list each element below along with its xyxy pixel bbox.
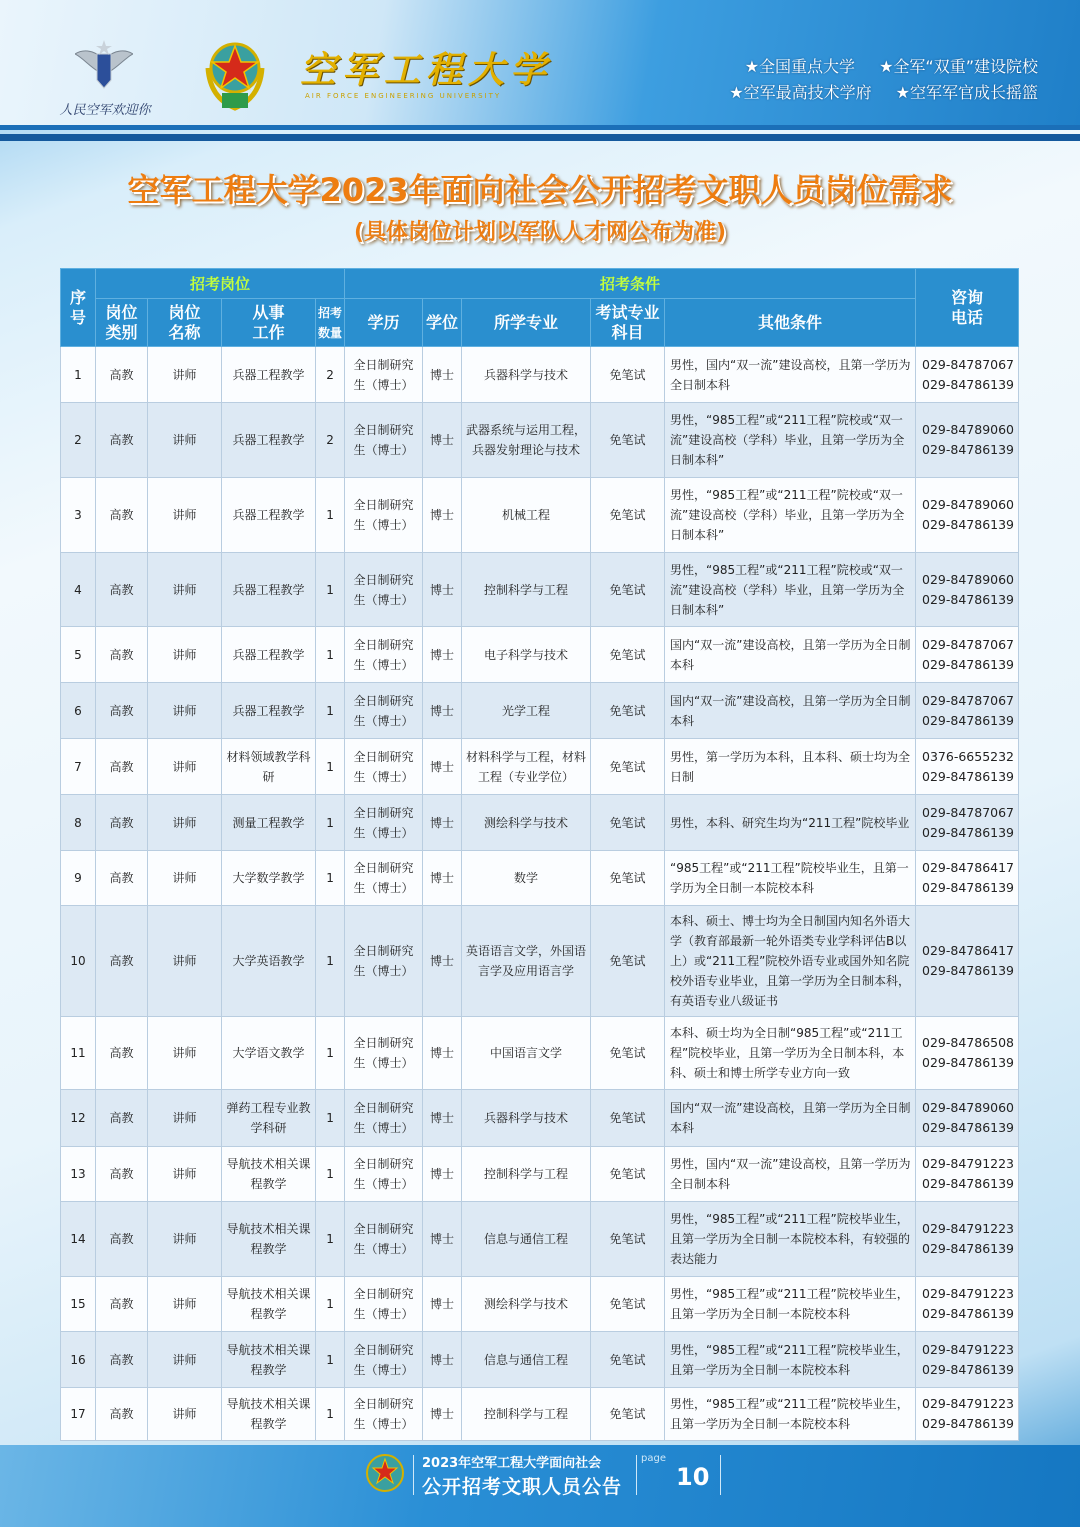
positions-table (60, 268, 1019, 1441)
cell-education: 全日制研究生（博士） (345, 1202, 423, 1277)
table-row (61, 1202, 1019, 1277)
cell-exam: 免笔试 (591, 347, 665, 403)
phone-number: 029-84786139 (922, 656, 1015, 672)
cell-count: 1 (316, 1388, 345, 1441)
cell-phone (916, 739, 1019, 795)
cell-degree: 博士 (423, 1277, 462, 1332)
header-divider (0, 125, 1080, 130)
cell-education: 全日制研究生（博士） (345, 1388, 423, 1441)
phone-number: 029-84786139 (922, 442, 1015, 457)
header-education: 学历 (345, 299, 423, 347)
cell-title: 讲师 (148, 683, 222, 739)
cell-degree: 博士 (423, 1388, 462, 1441)
cell-title: 讲师 (148, 1090, 222, 1147)
cell-degree: 博士 (423, 1017, 462, 1090)
cell-phone (916, 795, 1019, 851)
cell-education: 全日制研究生（博士） (345, 1090, 423, 1147)
phone-number: 029-84786139 (922, 963, 1015, 978)
cell-category: 高教 (96, 739, 148, 795)
header-title: 岗位名称 (148, 299, 222, 347)
table-row (61, 795, 1019, 851)
cell-title: 讲师 (148, 627, 222, 683)
phone-number: 029-84791223 (922, 1396, 1015, 1411)
cell-phone (916, 906, 1019, 1017)
page-title: 空军工程大学2023年面向社会公开招考文职人员岗位需求 (127, 171, 953, 209)
cell-exam: 免笔试 (591, 403, 665, 478)
cell-category: 高教 (96, 1147, 148, 1202)
motto: ★空军最高技术学府 (729, 83, 872, 102)
phone-number: 029-84791223 (922, 1341, 1015, 1357)
cell-work: 导航技术相关课程教学 (222, 1277, 316, 1332)
cell-major: 控制科学与工程 (462, 1147, 591, 1202)
page-label: page (641, 1453, 666, 1464)
cell-category: 高教 (96, 1017, 148, 1090)
cell-degree: 博士 (423, 627, 462, 683)
cell-category: 高教 (96, 795, 148, 851)
cell-index: 8 (61, 795, 96, 851)
table-row (61, 906, 1019, 1017)
cell-index: 2 (61, 403, 96, 478)
phone-number: 029-84787067 (922, 692, 1015, 708)
header-group-position: 招考岗位 (96, 269, 345, 299)
phone-number: 029-84786508 (922, 1035, 1015, 1050)
header-degree: 学位 (423, 299, 462, 347)
cell-category: 高教 (96, 906, 148, 1017)
cell-other: 男性，“985工程”或“211工程”院校或“双一流”建设高校（学科）毕业，且第一学历为全日制本科” (665, 403, 916, 478)
cell-work: 大学语文教学 (222, 1017, 316, 1090)
table-body (61, 347, 1019, 1441)
cell-major: 测绘科学与技术 (462, 795, 591, 851)
phone-number: 029-84786139 (922, 824, 1015, 840)
cell-count: 1 (316, 478, 345, 553)
cell-category: 高教 (96, 683, 148, 739)
cell-degree: 博士 (423, 906, 462, 1017)
cell-other: 男性，本科、研究生均为“211工程”院校毕业 (665, 795, 916, 851)
header-work: 从事工作 (222, 299, 316, 347)
cell-category: 高教 (96, 553, 148, 627)
wings-badge-icon (75, 40, 133, 92)
cell-work: 弹药工程专业教学科研 (222, 1090, 316, 1147)
cell-exam: 免笔试 (591, 627, 665, 683)
cell-category: 高教 (96, 1388, 148, 1441)
cell-other: 本科、硕士、博士均为全日制国内知名外语大学（教育部最新一轮外语类专业学科评估B以上）或“211工程”院校外语专业或国外知名院校外语专业毕业，且第一学历为全日制本科，有英语专业八级证书 (665, 906, 916, 1017)
cell-exam: 免笔试 (591, 1277, 665, 1332)
cell-exam: 免笔试 (591, 683, 665, 739)
phone-number: 0376-6655232 (922, 748, 1015, 764)
cell-count: 2 (316, 347, 345, 403)
university-name: 空军工程大学 (300, 49, 553, 91)
motto: ★全国重点大学 (744, 57, 856, 76)
cell-education: 全日制研究生（博士） (345, 683, 423, 739)
mottos (705, 54, 1038, 106)
phone-number: 029-84786139 (922, 1055, 1015, 1070)
cell-degree: 博士 (423, 795, 462, 851)
university-emblem-icon (200, 38, 270, 113)
table-row (61, 478, 1019, 553)
cell-other: 国内“双一流”建设高校，且第一学历为全日制本科 (665, 1090, 916, 1147)
cell-exam: 免笔试 (591, 1017, 665, 1090)
cell-work: 测量工程教学 (222, 795, 316, 851)
cell-count: 1 (316, 1017, 345, 1090)
cell-degree: 博士 (423, 1332, 462, 1388)
cell-index: 6 (61, 683, 96, 739)
phone-number: 029-84787067 (922, 804, 1015, 820)
cell-major: 数学 (462, 851, 591, 906)
cell-work: 兵器工程教学 (222, 478, 316, 553)
cell-category: 高教 (96, 1090, 148, 1147)
motto: ★空军军官成长摇篮 (895, 83, 1038, 102)
cell-education: 全日制研究生（博士） (345, 1017, 423, 1090)
air-force-logo (45, 35, 165, 118)
cell-title: 讲师 (148, 1388, 222, 1441)
cell-index: 9 (61, 851, 96, 906)
cell-work: 兵器工程教学 (222, 683, 316, 739)
table-row (61, 851, 1019, 906)
cell-degree: 博士 (423, 1090, 462, 1147)
footer-line2: 公开招考文职人员公告 (422, 1476, 623, 1498)
cell-education: 全日制研究生（博士） (345, 906, 423, 1017)
cell-title: 讲师 (148, 478, 222, 553)
cell-other: 男性，“985工程”或“211工程”院校或“双一流”建设高校（学科）毕业，且第一学历为全日制本科” (665, 553, 916, 627)
cell-category: 高教 (96, 347, 148, 403)
cell-phone (916, 553, 1019, 627)
phone-number: 029-84786139 (922, 1241, 1015, 1256)
cell-exam: 免笔试 (591, 553, 665, 627)
cell-education: 全日制研究生（博士） (345, 1147, 423, 1202)
phone-number: 029-84786139 (922, 768, 1015, 784)
cell-work: 导航技术相关课程教学 (222, 1332, 316, 1388)
footer-line1: 2023年空军工程大学面向社会 (422, 1456, 602, 1471)
cell-education: 全日制研究生（博士） (345, 1277, 423, 1332)
phone-number: 029-84786139 (922, 591, 1015, 607)
cell-category: 高教 (96, 1277, 148, 1332)
cell-other: “985工程”或“211工程”院校毕业生，且第一学历为全日制一本院校本科 (665, 851, 916, 906)
cell-exam: 免笔试 (591, 1147, 665, 1202)
cell-count: 1 (316, 739, 345, 795)
cell-count: 1 (316, 906, 345, 1017)
header-group-conditions: 招考条件 (345, 269, 916, 299)
cell-title: 讲师 (148, 1332, 222, 1388)
cell-category: 高教 (96, 1332, 148, 1388)
cell-work: 导航技术相关课程教学 (222, 1202, 316, 1277)
cell-phone (916, 1332, 1019, 1388)
phone-number: 029-84791223 (922, 1156, 1015, 1171)
table-row (61, 1388, 1019, 1441)
cell-major: 信息与通信工程 (462, 1202, 591, 1277)
cell-exam: 免笔试 (591, 795, 665, 851)
cell-index: 5 (61, 627, 96, 683)
phone-number: 029-84786139 (922, 880, 1015, 895)
cell-index: 7 (61, 739, 96, 795)
cell-count: 1 (316, 683, 345, 739)
cell-count: 1 (316, 1090, 345, 1147)
cell-count: 2 (316, 403, 345, 478)
footer-divider (636, 1455, 637, 1495)
table-row (61, 627, 1019, 683)
cell-phone (916, 1017, 1019, 1090)
phone-number: 029-84789060 (922, 497, 1015, 512)
cell-degree: 博士 (423, 1202, 462, 1277)
cell-other: 男性，“985工程”或“211工程”院校毕业生，且第一学历为全日制一本院校本科，有较强的表达能力 (665, 1202, 916, 1277)
phone-number: 029-84789060 (922, 571, 1015, 587)
page-subtitle: (具体岗位计划以军队人才网公布为准) (353, 220, 727, 245)
cell-education: 全日制研究生（博士） (345, 627, 423, 683)
header-index: 序号 (61, 269, 96, 347)
cell-title: 讲师 (148, 851, 222, 906)
cell-index: 15 (61, 1277, 96, 1332)
table-row (61, 1277, 1019, 1332)
table-row (61, 1090, 1019, 1147)
cell-major: 英语语言文学，外国语言学及应用语言学 (462, 906, 591, 1017)
cell-phone (916, 683, 1019, 739)
cell-category: 高教 (96, 851, 148, 906)
cell-degree: 博士 (423, 553, 462, 627)
cell-title: 讲师 (148, 1202, 222, 1277)
cell-count: 1 (316, 1332, 345, 1388)
cell-index: 17 (61, 1388, 96, 1441)
cell-degree: 博士 (423, 739, 462, 795)
cell-category: 高教 (96, 1202, 148, 1277)
cell-exam: 免笔试 (591, 1388, 665, 1441)
cell-education: 全日制研究生（博士） (345, 851, 423, 906)
cell-index: 1 (61, 347, 96, 403)
header-other: 其他条件 (665, 299, 916, 347)
header-major: 所学专业 (462, 299, 591, 347)
cell-exam: 免笔试 (591, 906, 665, 1017)
phone-number: 029-84787067 (922, 636, 1015, 652)
cell-title: 讲师 (148, 553, 222, 627)
table-row (61, 553, 1019, 627)
cell-major: 兵器科学与技术 (462, 1090, 591, 1147)
header-phone: 咨询电话 (916, 269, 1019, 347)
cell-index: 12 (61, 1090, 96, 1147)
university-name-en: AIR FORCE ENGINEERING UNIVERSITY (305, 92, 502, 100)
page-number: 10 (676, 1463, 710, 1491)
cell-exam: 免笔试 (591, 1090, 665, 1147)
header-category: 岗位类别 (96, 299, 148, 347)
table-row (61, 1332, 1019, 1388)
cell-work: 兵器工程教学 (222, 403, 316, 478)
cell-count: 1 (316, 851, 345, 906)
cell-other: 男性，第一学历为本科，且本科、硕士均为全日制 (665, 739, 916, 795)
footer-emblem-icon (365, 1453, 405, 1493)
cell-other: 本科、硕士均为全日制“985工程”或“211工程”院校毕业，且第一学历为全日制本科，本科、硕士和博士所学专业方向一致 (665, 1017, 916, 1090)
header-divider (0, 134, 1080, 141)
phone-number: 029-84791223 (922, 1286, 1015, 1301)
cell-title: 讲师 (148, 403, 222, 478)
cell-major: 控制科学与工程 (462, 553, 591, 627)
cell-major: 兵器科学与技术 (462, 347, 591, 403)
cell-major: 中国语言文学 (462, 1017, 591, 1090)
cell-phone (916, 1277, 1019, 1332)
phone-number: 029-84786139 (922, 517, 1015, 532)
cell-other: 男性，“985工程”或“211工程”院校毕业生，且第一学历为全日制一本院校本科 (665, 1332, 916, 1388)
cell-title: 讲师 (148, 1277, 222, 1332)
cell-other: 男性，国内“双一流”建设高校，且第一学历为全日制本科 (665, 347, 916, 403)
cell-phone (916, 851, 1019, 906)
cell-count: 1 (316, 795, 345, 851)
table-row (61, 739, 1019, 795)
cell-degree: 博士 (423, 347, 462, 403)
cell-work: 材料领域教学科研 (222, 739, 316, 795)
cell-major: 电子科学与技术 (462, 627, 591, 683)
cell-other: 男性，“985工程”或“211工程”院校毕业生，且第一学历为全日制一本院校本科 (665, 1388, 916, 1441)
cell-phone (916, 1202, 1019, 1277)
phone-number: 029-84786139 (922, 1416, 1015, 1431)
cell-major: 机械工程 (462, 478, 591, 553)
cell-index: 11 (61, 1017, 96, 1090)
cell-degree: 博士 (423, 1147, 462, 1202)
phone-number: 029-84791223 (922, 1221, 1015, 1236)
header-exam: 考试专业科目 (591, 299, 665, 347)
cell-exam: 免笔试 (591, 478, 665, 553)
table-row (61, 683, 1019, 739)
cell-index: 10 (61, 906, 96, 1017)
phone-number: 029-84789060 (922, 1100, 1015, 1115)
cell-other: 男性，“985工程”或“211工程”院校或“双一流”建设高校（学科）毕业，且第一学历为全日制本科” (665, 478, 916, 553)
cell-work: 大学英语教学 (222, 906, 316, 1017)
table-row (61, 403, 1019, 478)
cell-work: 大学数学教学 (222, 851, 316, 906)
cell-work: 兵器工程教学 (222, 347, 316, 403)
table-row (61, 1147, 1019, 1202)
cell-major: 控制科学与工程 (462, 1388, 591, 1441)
phone-number: 029-84786417 (922, 943, 1015, 958)
phone-number: 029-84789060 (922, 422, 1015, 437)
cell-education: 全日制研究生（博士） (345, 553, 423, 627)
cell-index: 4 (61, 553, 96, 627)
cell-title: 讲师 (148, 1017, 222, 1090)
cell-phone (916, 478, 1019, 553)
cell-phone (916, 347, 1019, 403)
header-count: 招考数量 (316, 299, 345, 347)
phone-number: 029-84786139 (922, 376, 1015, 392)
table-row (61, 347, 1019, 403)
cell-title: 讲师 (148, 347, 222, 403)
phone-number: 029-84786139 (922, 1176, 1015, 1191)
cell-education: 全日制研究生（博士） (345, 478, 423, 553)
cell-education: 全日制研究生（博士） (345, 739, 423, 795)
cell-count: 1 (316, 627, 345, 683)
cell-other: 国内“双一流”建设高校，且第一学历为全日制本科 (665, 683, 916, 739)
cell-exam: 免笔试 (591, 1202, 665, 1277)
cell-work: 导航技术相关课程教学 (222, 1388, 316, 1441)
cell-title: 讲师 (148, 795, 222, 851)
cell-index: 16 (61, 1332, 96, 1388)
cell-phone (916, 403, 1019, 478)
cell-education: 全日制研究生（博士） (345, 1332, 423, 1388)
cell-other: 男性，“985工程”或“211工程”院校毕业生，且第一学历为全日制一本院校本科 (665, 1277, 916, 1332)
cell-other: 男性，国内“双一流”建设高校，且第一学历为全日制本科 (665, 1147, 916, 1202)
phone-number: 029-84787067 (922, 356, 1015, 372)
phone-number: 029-84786139 (922, 712, 1015, 728)
cell-degree: 博士 (423, 851, 462, 906)
cell-degree: 博士 (423, 403, 462, 478)
cell-title: 讲师 (148, 1147, 222, 1202)
cell-exam: 免笔试 (591, 851, 665, 906)
cell-degree: 博士 (423, 683, 462, 739)
cell-category: 高教 (96, 478, 148, 553)
cell-index: 3 (61, 478, 96, 553)
cell-count: 1 (316, 1147, 345, 1202)
phone-number: 029-84786139 (922, 1361, 1015, 1377)
cell-title: 讲师 (148, 906, 222, 1017)
phone-number: 029-84786139 (922, 1120, 1015, 1135)
cell-major: 武器系统与运用工程，兵器发射理论与技术 (462, 403, 591, 478)
logo-caption: 人民空军欢迎你 (59, 103, 151, 118)
footer-divider (720, 1455, 721, 1495)
motto: ★全军“双重”建设院校 (879, 57, 1038, 76)
cell-category: 高教 (96, 627, 148, 683)
table-row (61, 1017, 1019, 1090)
cell-category: 高教 (96, 403, 148, 478)
cell-count: 1 (316, 1202, 345, 1277)
cell-other: 国内“双一流”建设高校，且第一学历为全日制本科 (665, 627, 916, 683)
cell-count: 1 (316, 1277, 345, 1332)
footer-divider (413, 1455, 414, 1495)
cell-degree: 博士 (423, 478, 462, 553)
phone-number: 029-84786139 (922, 1306, 1015, 1321)
cell-work: 兵器工程教学 (222, 553, 316, 627)
cell-phone (916, 1090, 1019, 1147)
cell-work: 兵器工程教学 (222, 627, 316, 683)
cell-index: 14 (61, 1202, 96, 1277)
cell-title: 讲师 (148, 739, 222, 795)
cell-phone (916, 1147, 1019, 1202)
cell-education: 全日制研究生（博士） (345, 347, 423, 403)
phone-number: 029-84786417 (922, 860, 1015, 875)
cell-major: 信息与通信工程 (462, 1332, 591, 1388)
cell-work: 导航技术相关课程教学 (222, 1147, 316, 1202)
cell-major: 光学工程 (462, 683, 591, 739)
cell-major: 材料科学与工程，材料工程（专业学位） (462, 739, 591, 795)
cell-phone (916, 1388, 1019, 1441)
cell-index: 13 (61, 1147, 96, 1202)
cell-exam: 免笔试 (591, 739, 665, 795)
cell-exam: 免笔试 (591, 1332, 665, 1388)
cell-count: 1 (316, 553, 345, 627)
cell-education: 全日制研究生（博士） (345, 795, 423, 851)
cell-phone (916, 627, 1019, 683)
cell-education: 全日制研究生（博士） (345, 403, 423, 478)
cell-major: 测绘科学与技术 (462, 1277, 591, 1332)
